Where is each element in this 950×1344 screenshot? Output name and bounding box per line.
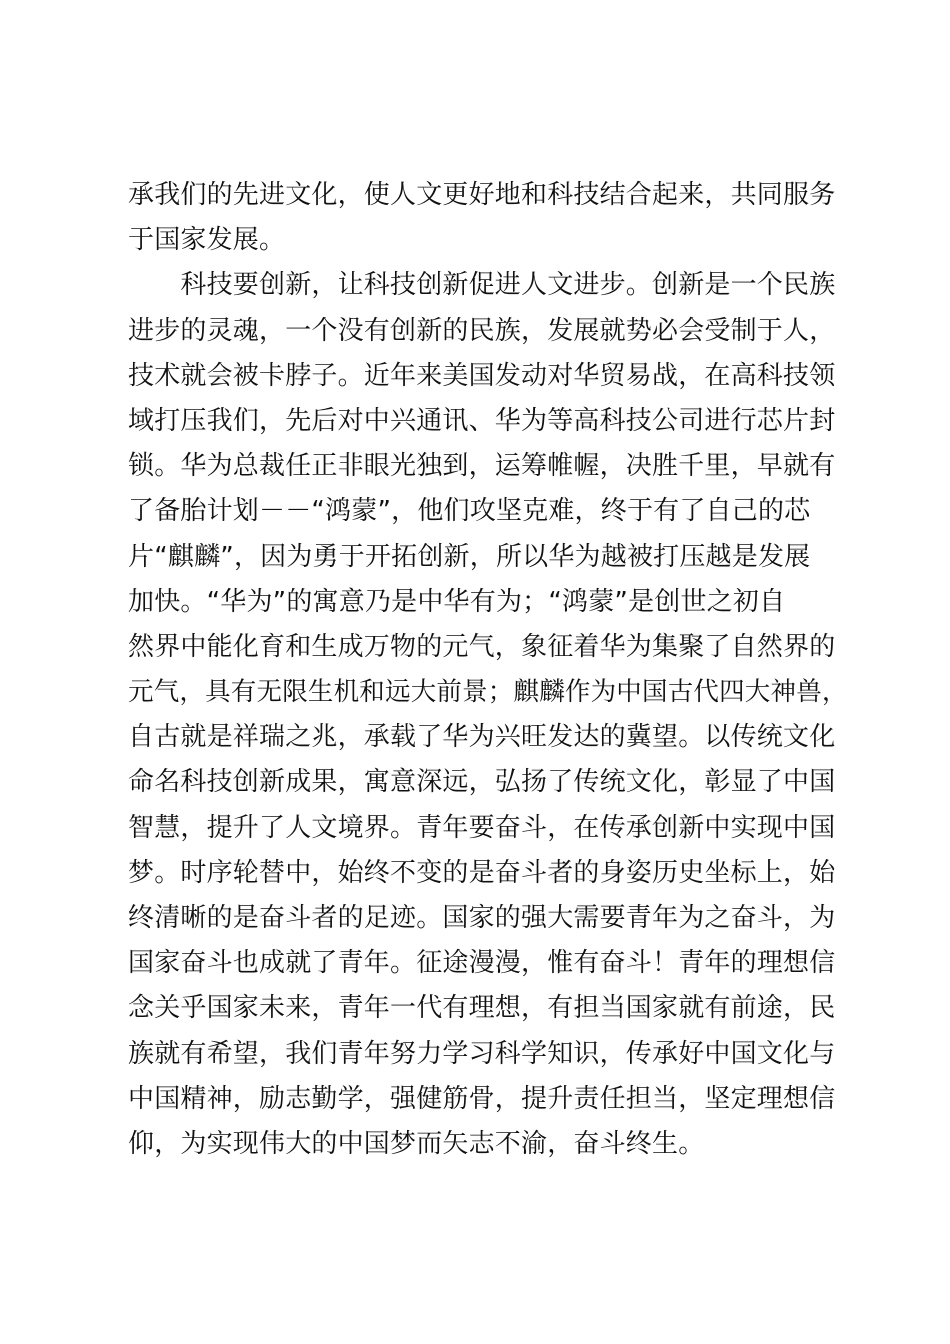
text-line: 念关乎国家未来，青年一代有理想，有担当国家就有前途，民 (128, 993, 836, 1024)
text-line: 元气，具有无限生机和远大前景；麒麟作为中国古代四大神兽， (128, 677, 848, 708)
text-line: 片“麒麟”，因为勇于开拓创新，所以华为越被打压越是发展 (128, 541, 811, 572)
text-line: 科技要创新，让科技创新促进人文进步。创新是一个民族 (128, 270, 836, 301)
text-line: 然界中能化育和生成万物的元气，象征着华为集聚了自然界的 (128, 631, 836, 662)
text-line: 智慧，提升了人文境界。青年要奋斗，在传承创新中实现中国 (128, 812, 836, 843)
text-line: 终清晰的是奋斗者的足迹。国家的强大需要青年为之奋斗，为 (128, 903, 836, 933)
text-line: 加快。“华为”的寓意乃是中华有为；“鸿蒙”是创世之初自 (128, 586, 786, 617)
text-line: 于国家发展。 (128, 225, 286, 256)
text-line: 自古就是祥瑞之兆，承载了华为兴旺发达的冀望。以传统文化 (128, 722, 836, 753)
text-line: 国家奋斗也成就了青年。征途漫漫，惟有奋斗！青年的理想信 (128, 948, 836, 979)
text-line: 仰，为实现伟大的中国梦而矢志不渝，奋斗终生。 (128, 1128, 705, 1159)
text-line: 技术就会被卡脖子。近年来美国发动对华贸易战，在高科技领 (128, 360, 836, 391)
text-line: 域打压我们，先后对中兴通讯、华为等高科技公司进行芯片封 (128, 405, 836, 436)
text-line: 中国精神，励志勤学，强健筋骨，提升责任担当，坚定理想信 (128, 1083, 836, 1114)
text-line: 锁。华为总裁任正非眼光独到，运筹帷幄，决胜千里，早就有 (128, 451, 836, 482)
text-line: 命名科技创新成果，寓意深远，弘扬了传统文化，彰显了中国 (128, 767, 836, 798)
text-line: 承我们的先进文化，使人文更好地和科技结合起来，共同服务 (128, 180, 836, 210)
text-line: 族就有希望，我们青年努力学习科学知识，传承好中国文化与 (128, 1038, 836, 1069)
text-line: 了备胎计划－－“鸿蒙”，他们攻坚克难，终于有了自己的芯 (128, 496, 811, 527)
body-text (128, 173, 848, 1167)
text-line: 进步的灵魂，一个没有创新的民族，发展就势必会受制于人， (128, 315, 836, 346)
text-line: 梦。时序轮替中，始终不变的是奋斗者的身姿历史坐标上，始 (128, 857, 836, 888)
